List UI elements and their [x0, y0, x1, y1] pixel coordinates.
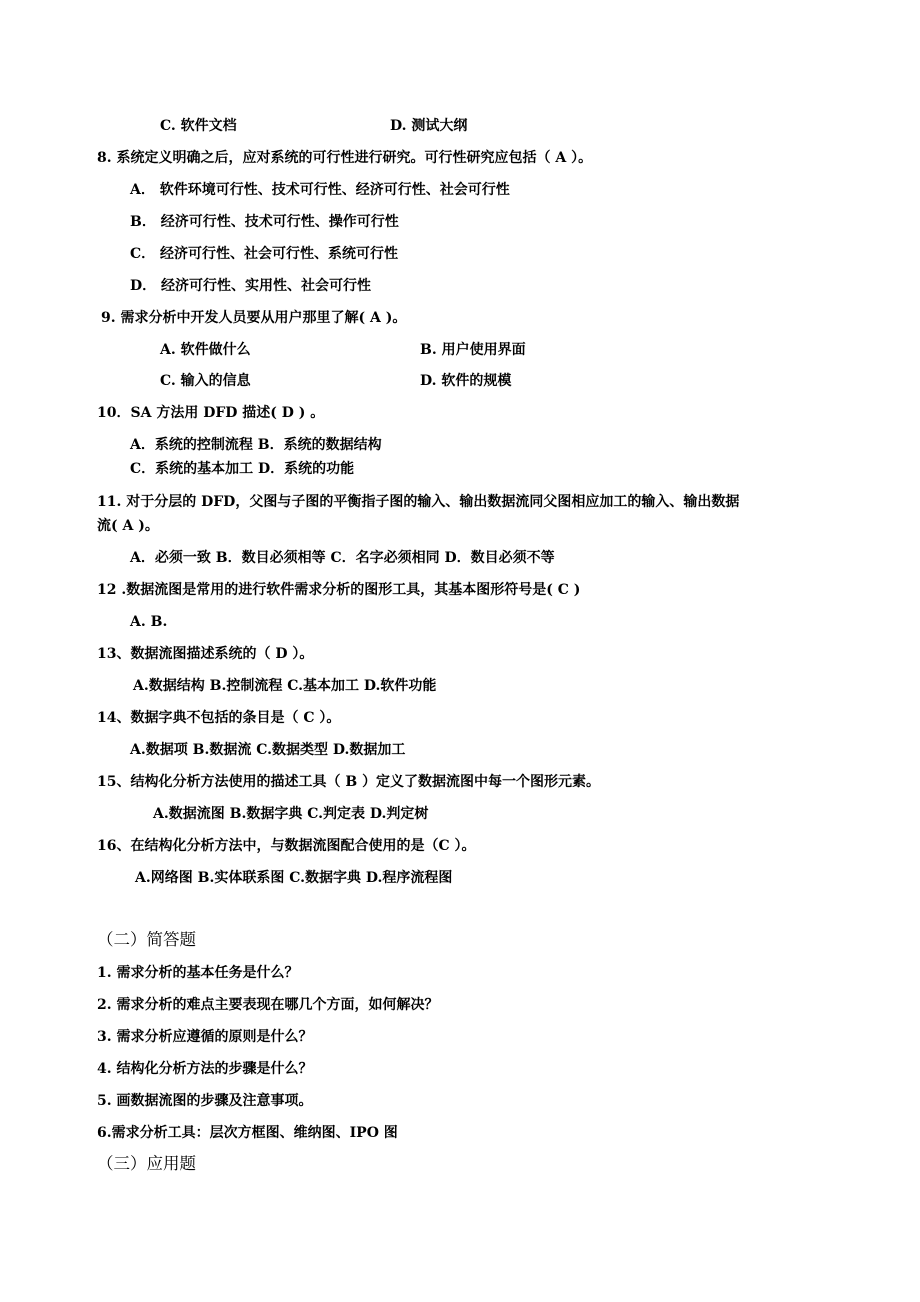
q11-options: A．必须一致 B．数目必须相等 C．名字必须相同 D．数目必须不等 — [130, 550, 555, 566]
section-2-title: （二）简答题 — [97, 930, 196, 949]
q11-stem-line-2: 流( A )。 — [97, 518, 159, 534]
section-3-title: （三）应用题 — [97, 1154, 196, 1173]
q16-stem: 16、在结构化分析方法中，与数据流图配合使用的是（C ）。 — [97, 838, 476, 854]
q13-stem: 13、数据流图描述系统的（ D ）。 — [97, 646, 314, 662]
q8-stem: 8. 系统定义明确之后，应对系统的可行性进行研究。可行性研究应包括（ A ）。 — [97, 150, 593, 166]
q12-options: A. B. — [130, 614, 168, 630]
q8-option-b: B． 经济可行性、技术可行性、操作可行性 — [130, 214, 399, 230]
q8-option-d: D． 经济可行性、实用性、社会可行性 — [130, 278, 372, 294]
q9-stem: 9. 需求分析中开发人员要从用户那里了解( A )。 — [101, 310, 407, 326]
q8-option-c: C． 经济可行性、社会可行性、系统可行性 — [130, 246, 399, 262]
q9-option-c: C. 输入的信息 — [160, 373, 251, 389]
q10-options-row-1: A．系统的控制流程 B．系统的数据结构 — [130, 437, 382, 453]
short-answer-item: 1. 需求分析的基本任务是什么？ — [97, 965, 299, 981]
q11-stem-line-1: 11. 对于分层的 DFD，父图与子图的平衡指子图的输入、输出数据流同父图相应加工的输入、输出数据 — [97, 494, 740, 510]
q12-stem: 12 .数据流图是常用的进行软件需求分析的图形工具，其基本图形符号是( C ) — [97, 582, 581, 598]
q14-options: A.数据项 B.数据流 C.数据类型 D.数据加工 — [130, 742, 406, 758]
q7-option-d: D. 测试大纲 — [390, 118, 468, 134]
q13-options: A.数据结构 B.控制流程 C.基本加工 D.软件功能 — [133, 678, 437, 694]
q7-option-c: C. 软件文档 — [160, 118, 237, 134]
q9-option-d: D. 软件的规模 — [420, 373, 512, 389]
q10-options-row-2: C．系统的基本加工 D．系统的功能 — [130, 461, 355, 477]
q9-option-b: B. 用户使用界面 — [420, 342, 526, 358]
q8-option-a: A． 软件环境可行性、技术可行性、经济可行性、社会可行性 — [130, 182, 510, 198]
q9-option-a: A. 软件做什么 — [160, 342, 251, 358]
q15-stem: 15、结构化分析方法使用的描述工具（ B ）定义了数据流图中每一个图形元素。 — [97, 774, 601, 790]
short-answer-item: 5. 画数据流图的步骤及注意事项。 — [97, 1093, 313, 1109]
short-answer-item: 3. 需求分析应遵循的原则是什么？ — [97, 1029, 313, 1045]
q10-stem: 10．SA 方法用 DFD 描述( D ) 。 — [97, 405, 325, 421]
short-answer-item: 2. 需求分析的难点主要表现在哪几个方面，如何解决？ — [97, 997, 439, 1013]
short-answer-item: 4. 结构化分析方法的步骤是什么？ — [97, 1061, 313, 1077]
short-answer-item: 6.需求分析工具：层次方框图、维纳图、IPO 图 — [97, 1125, 398, 1141]
q16-options: A.网络图 B.实体联系图 C.数据字典 D.程序流程图 — [135, 870, 453, 886]
q14-stem: 14、数据字典不包括的条目是（ C ）。 — [97, 710, 341, 726]
q15-options: A.数据流图 B.数据字典 C.判定表 D.判定树 — [153, 806, 429, 822]
